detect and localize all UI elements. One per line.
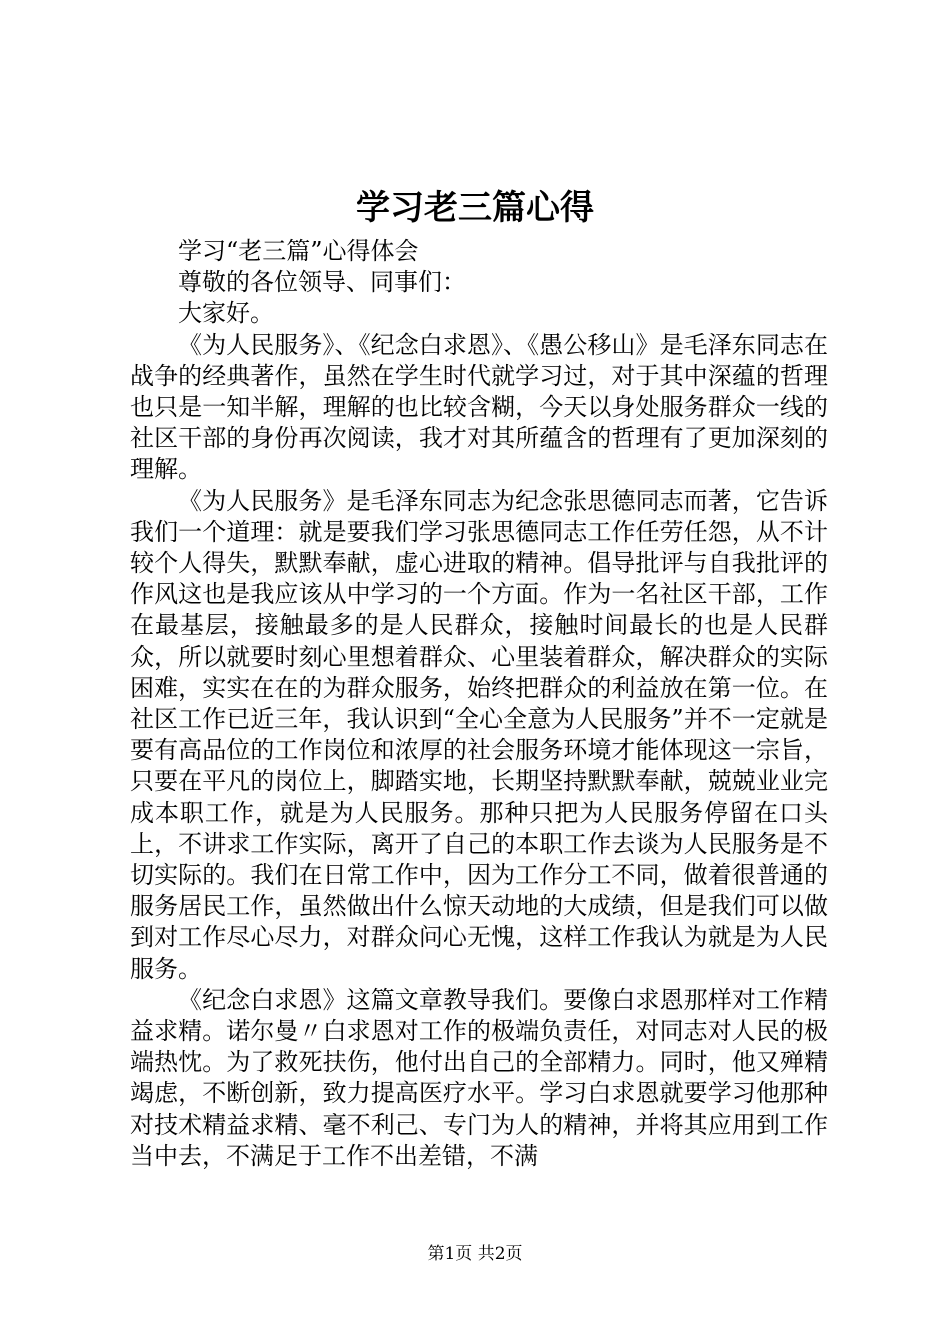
paragraph-bethune: 《纪念白求恩》这篇文章教导我们。要像白求恩那样对工作精益求精。诺尔曼〃白求恩对工作的极端负责任，对同志对人民的极端热忱。为了救死扶伤，他付出自己的全部精力。同时，他又殚精竭虑，不断创新，致力提高医疗水平。学习白求恩就要学习他那种对技术精益求精、毫不利己、专门为人的精神，并将其应用到工作当中去，不满足于工作不出差错，不满 xyxy=(130,985,828,1170)
paragraph-intro: 《为人民服务》、《纪念白求恩》、《愚公移山》是毛泽东同志在战争的经典著作，虽然在学生时代就学习过，对于其中深蕴的哲理也只是一知半解，理解的也比较含糊，今天以身处服务群众一线的社区干部的身份再次阅读，我才对其所蕴含的哲理有了更加深刻的理解。 xyxy=(130,330,828,484)
paragraph-subtitle: 学习“老三篇”心得体会 xyxy=(178,237,419,265)
document-body xyxy=(130,236,828,1172)
document-title: 学习老三篇心得 xyxy=(356,188,594,228)
paragraph-salutation: 尊敬的各位领导、同事们： xyxy=(178,268,466,297)
page-number-footer: 第1页 共2页 xyxy=(427,1244,523,1264)
paragraph-greeting: 大家好。 xyxy=(178,299,274,328)
paragraph-serve-people: 《为人民服务》是毛泽东同志为纪念张思德同志而著，它告诉我们一个道理：就是要我们学习张思德同志工作任劳任怨，从不计较个人得失，默默奉献，虚心进取的精神。倡导批评与自我批评的作风这也是我应该从中学习的一个方面。作为一名社区干部，工作在最基层，接触最多的是人民群众，接触时间最长的也是人民群众，所以就要时刻心里想着群众、心里装着群众，解决群众的实际困难，实实在在的为群众服务，始终把群众的利益放在第一位。在社区工作已近三年，我认识到“全心全意为人民服务”并不一定就是要有高品位的工作岗位和浓厚的社会服务环境才能体现这一宗旨，只要在平凡的岗位上，脚踏实地，长期坚持默默奉献，兢兢业业完成本职工作，就是为人民服务。那种只把为人民服务停留在口头上，不讲求工作实际，离开了自己的本职工作去谈为人民服务是不切实际的。我们在日常工作中，因为工作分工不同，做着很普通的服务居民工作，虽然做出什么惊天动地的大成绩，但是我们可以做到对工作尽心尽力，对群众问心无愧，这样工作我认为就是为人民服务。 xyxy=(130,486,828,983)
